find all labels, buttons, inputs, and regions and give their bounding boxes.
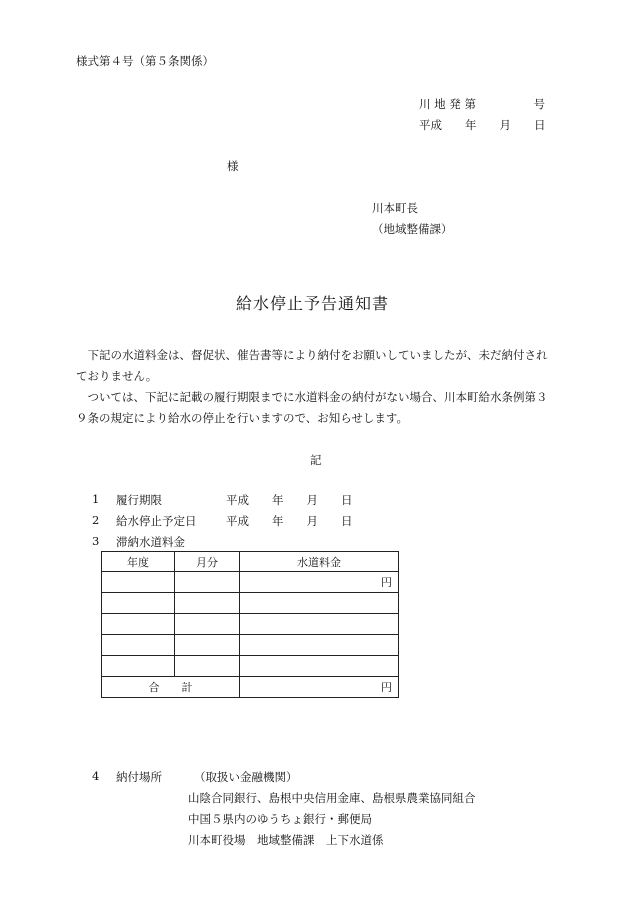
document-number: 川 地 発 第 号	[419, 97, 545, 111]
cell-water-fee	[240, 614, 399, 635]
item-1-label: 履行期限	[116, 493, 162, 507]
table-row	[102, 635, 399, 656]
item-3-number: 3	[92, 534, 100, 548]
header-fiscal-year: 年度	[102, 552, 175, 572]
cell-month	[175, 656, 240, 677]
sender: 川本町長	[372, 201, 418, 215]
cell-month	[175, 635, 240, 656]
payment-place-3: 川本町役場 地域整備課 上下水道係	[188, 833, 384, 847]
form-number: 様式第４号（第５条関係）	[76, 54, 214, 68]
item-4-value: （取扱い金融機関）	[194, 770, 298, 784]
cell-water-fee	[240, 656, 399, 677]
cell-water-fee	[240, 593, 399, 614]
paragraph-1: 下記の水道料金は、督促状、催告書等により納付をお願いしていましたが、未だ納付されておりません。	[76, 348, 548, 383]
payment-place-2: 中国５県内のゆうちょ銀行・郵便局	[188, 812, 372, 826]
ki-heading: 記	[310, 453, 322, 467]
cell-water-fee-yen: 円	[240, 572, 399, 593]
table-row	[102, 656, 399, 677]
table-row	[102, 593, 399, 614]
unpaid-fee-table	[101, 551, 399, 698]
table-row	[102, 572, 399, 593]
item-2-value: 平成 年 月 日	[226, 514, 353, 528]
table-row	[102, 614, 399, 635]
total-yen: 円	[240, 677, 399, 698]
cell-fiscal-year	[102, 593, 175, 614]
table-total-row	[102, 677, 399, 698]
item-2-number: 2	[92, 513, 100, 527]
cell-month	[175, 572, 240, 593]
payment-place-1: 山陰合同銀行、島根中央信用金庫、島根県農業協同組合	[188, 791, 476, 805]
header-month: 月分	[175, 552, 240, 572]
table-header-row	[102, 552, 399, 572]
cell-water-fee	[240, 635, 399, 656]
cell-fiscal-year	[102, 614, 175, 635]
item-3-label: 滞納水道料金	[116, 535, 185, 549]
cell-fiscal-year	[102, 635, 175, 656]
document-date: 平成 年 月 日	[419, 118, 546, 132]
addressee-suffix: 様	[227, 159, 239, 173]
item-1-value: 平成 年 月 日	[226, 493, 353, 507]
sender-department: （地域整備課）	[372, 222, 453, 236]
paragraph-2: ついては、下記に記載の履行期限までに水道料金の納付がない場合、川本町給水条例第３９条の規定により給水の停止を行いますので、お知らせします。	[76, 390, 548, 425]
document-title: 給水停止予告通知書	[236, 294, 390, 313]
item-4-number: 4	[92, 769, 100, 783]
cell-month	[175, 614, 240, 635]
item-2-label: 給水停止予定日	[116, 514, 197, 528]
cell-fiscal-year	[102, 656, 175, 677]
total-label: 合 計	[102, 677, 240, 698]
cell-month	[175, 593, 240, 614]
item-1-number: 1	[92, 492, 100, 506]
item-4-label: 納付場所	[116, 770, 162, 784]
header-water-fee: 水道料金	[240, 552, 399, 572]
cell-fiscal-year	[102, 572, 175, 593]
